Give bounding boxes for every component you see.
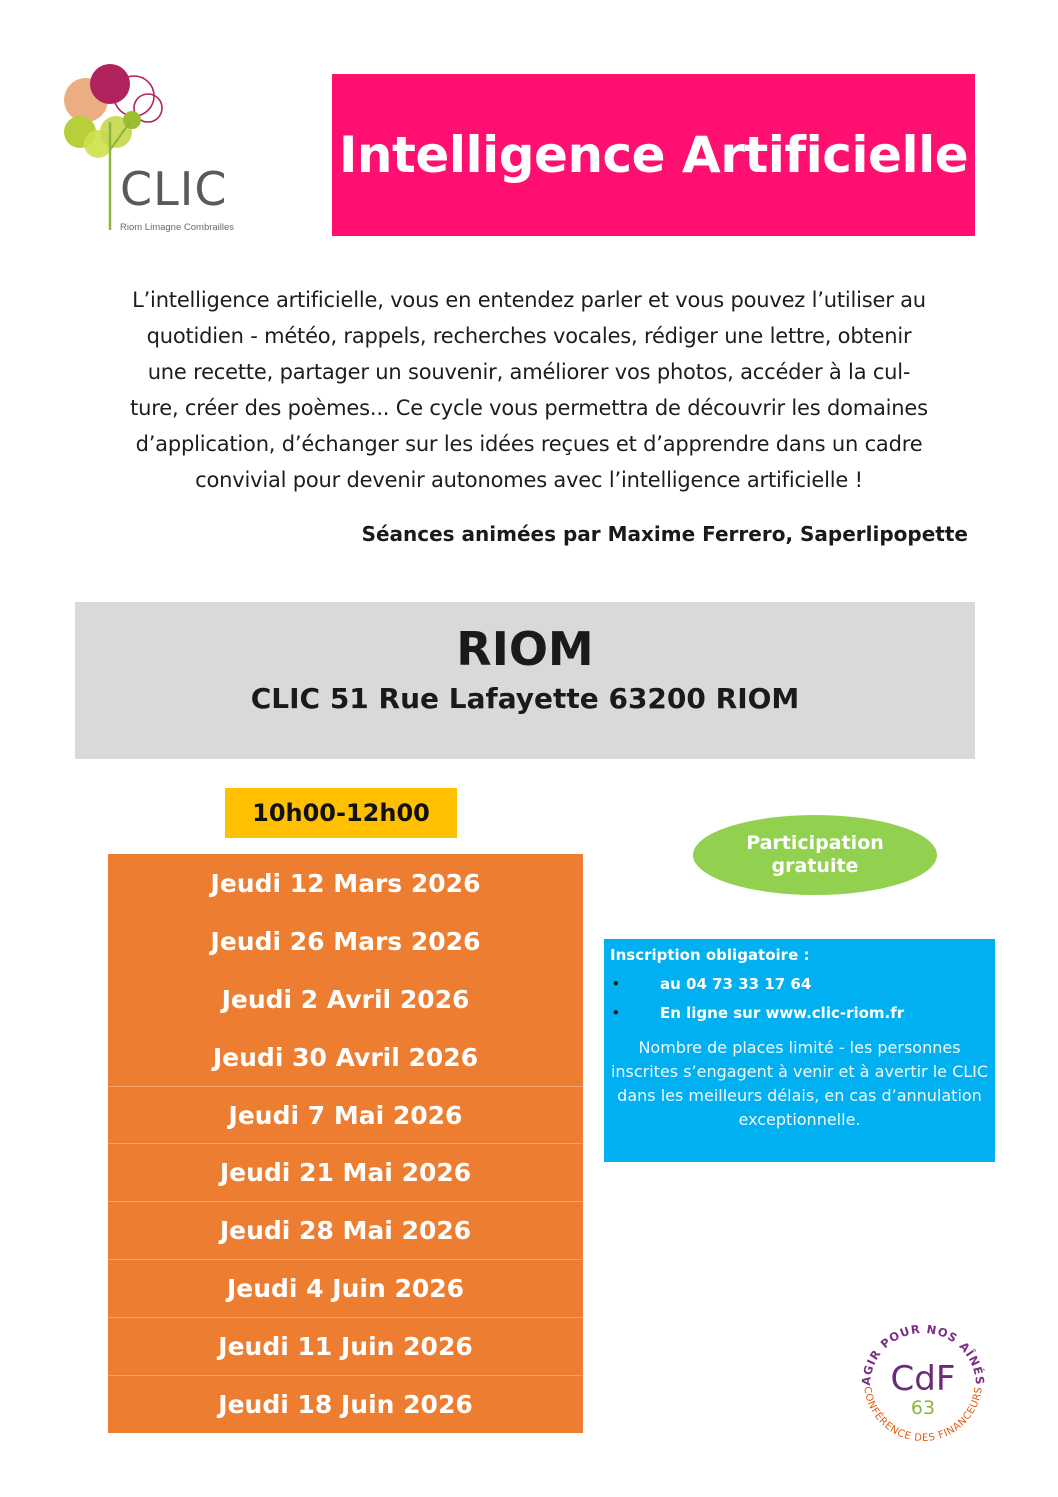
participation-line: Participation <box>746 832 884 854</box>
time-badge: 10h00-12h00 <box>225 788 457 838</box>
cdf-logo-graphic <box>848 1308 998 1458</box>
session-date: Jeudi 18 Juin 2026 <box>108 1375 583 1433</box>
session-date: Jeudi 11 Juin 2026 <box>108 1317 583 1375</box>
intro-line: ture, créer des poèmes... Ce cycle vous permettra de découvrir les domaines <box>130 396 928 420</box>
session-date: Jeudi 7 Mai 2026 <box>108 1086 583 1144</box>
clic-logo-subtitle: Riom Limagne Combrailles <box>120 222 235 233</box>
session-date: Jeudi 2 Avril 2026 <box>221 984 470 1014</box>
clic-logo <box>58 58 258 238</box>
registration-online-item <box>610 1004 989 1022</box>
session-date: Jeudi 28 Mai 2026 <box>108 1201 583 1259</box>
location-box <box>75 602 975 759</box>
intro-line: L’intelligence artificielle, vous en entendez parler et vous pouvez l’utiliser au <box>132 288 926 312</box>
registration-box <box>604 939 995 1162</box>
animator-credit: Séances animées par Maxime Ferrero, Saperlipopette <box>361 522 968 546</box>
cdf-mark: CdF <box>890 1359 956 1399</box>
session-date: Jeudi 12 Mars 2026 <box>210 868 481 898</box>
registration-website[interactable]: En ligne sur www.clic-riom.fr <box>660 1004 905 1022</box>
cdf-top-arc: AGIR POUR NOS AÎNÉS <box>858 1321 988 1387</box>
title-banner <box>332 74 975 236</box>
intro-line: une recette, partager un souvenir, améliorer vos photos, accéder à la cul- <box>147 360 911 384</box>
cdf-number: 63 <box>910 1397 936 1419</box>
session-date: Jeudi 4 Juin 2026 <box>108 1259 583 1317</box>
registration-phone[interactable]: au 04 73 33 17 64 <box>660 975 812 993</box>
session-date: Jeudi 30 Avril 2026 <box>212 1042 479 1072</box>
bullet-icon: • <box>612 977 620 991</box>
registration-note: Nombre de places limité - les personnes inscrites s’engagent à venir et à avertir le CLIC dans les meilleurs délais, en cas d’annulation exceptionnelle. <box>610 1038 989 1129</box>
page-title: Intelligence Artificielle <box>338 126 969 184</box>
registration-phone-item <box>610 975 989 993</box>
session-date: Jeudi 21 Mai 2026 <box>108 1143 583 1201</box>
intro-paragraph <box>70 282 988 498</box>
intro-line: quotidien - météo, rappels, recherches vocales, rédiger une lettre, obtenir <box>146 324 912 348</box>
clic-logo-name: CLIC <box>120 162 228 216</box>
participation-badge <box>693 815 937 895</box>
registration-title: Inscription obligatoire : <box>610 946 810 964</box>
location-address: CLIC 51 Rue Lafayette 63200 RIOM <box>250 682 800 715</box>
cdf-bottom-arc: CONFÉRENCE DES FINANCEURS <box>861 1385 985 1445</box>
cdf-logo <box>848 1308 998 1458</box>
location-city: RIOM <box>456 622 594 676</box>
intro-line: convivial pour devenir autonomes avec l’intelligence artificielle ! <box>195 468 863 492</box>
intro-line: d’application, d’échanger sur les idées reçues et d’apprendre dans un cadre <box>135 432 923 456</box>
session-dates-list <box>108 854 583 1433</box>
bullet-icon: • <box>612 1006 620 1020</box>
participation-line: gratuite <box>771 855 859 877</box>
session-date: Jeudi 26 Mars 2026 <box>210 926 481 956</box>
